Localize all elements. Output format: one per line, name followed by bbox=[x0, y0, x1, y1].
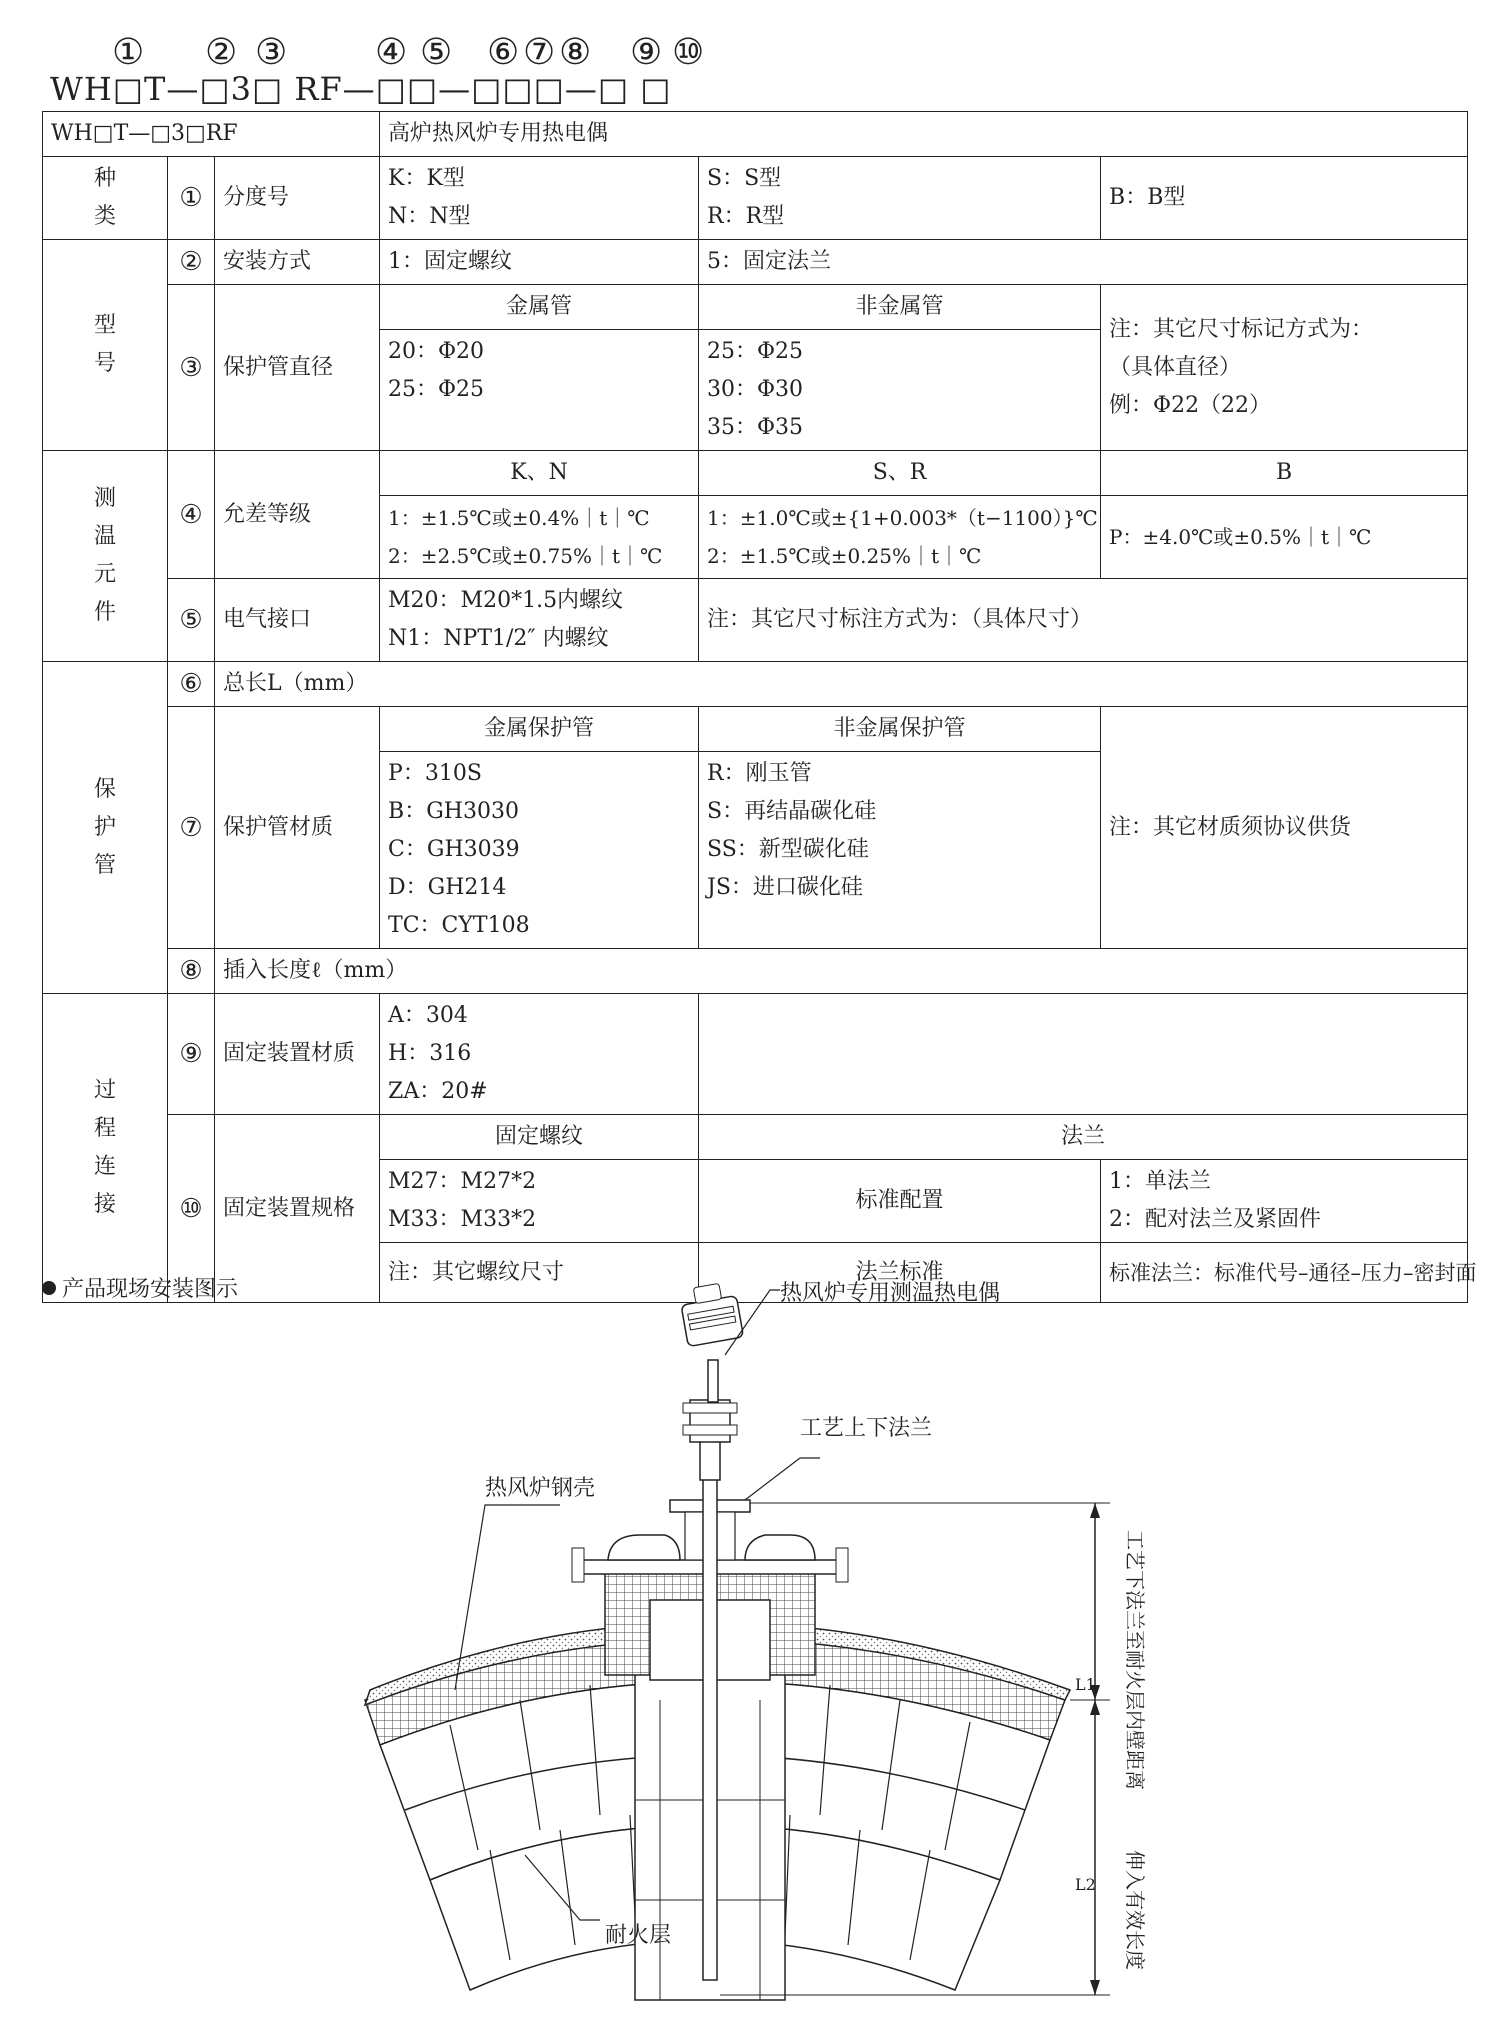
cell-line: TC：CYT108 bbox=[388, 913, 530, 938]
cell-line: D：GH214 bbox=[388, 875, 507, 900]
cell bbox=[1101, 1160, 1468, 1243]
cell-line: 20：Φ20 bbox=[388, 339, 485, 364]
cell-line: 例：Φ22（22） bbox=[1109, 392, 1272, 418]
cat-tube: 保 护 管 bbox=[43, 662, 168, 994]
code-num-10: ⑩ bbox=[672, 32, 705, 73]
col-header: B bbox=[1101, 451, 1468, 496]
col-header: 金属管 bbox=[380, 285, 699, 330]
col-header: 非金属保护管 bbox=[699, 707, 1101, 752]
protection-tube bbox=[703, 1470, 717, 1980]
code-num-4: ④ bbox=[375, 32, 408, 73]
row-name: 固定装置规格 bbox=[215, 1115, 380, 1303]
cell-line: 1：单法兰 bbox=[1109, 1169, 1212, 1194]
label-thermocouple: 热风炉专用测温热电偶 bbox=[780, 1281, 1001, 1306]
row-num: ⑤ bbox=[168, 579, 215, 662]
cell-empty bbox=[699, 994, 1468, 1115]
row-name: 电气接口 bbox=[215, 579, 380, 662]
cell: 标准法兰：标准代号–通径–压力–密封面 bbox=[1101, 1243, 1468, 1303]
code-num-5: ⑤ bbox=[420, 32, 453, 73]
cell-line: N：N型 bbox=[388, 204, 471, 229]
cell-line: P：310S bbox=[388, 761, 482, 786]
installation-diagram bbox=[0, 1240, 1500, 2021]
cell bbox=[380, 496, 699, 579]
row-num: ⑩ bbox=[168, 1115, 215, 1303]
model-code: WH□T—□3□ RF—□□—□□□—□ □ bbox=[50, 70, 672, 108]
cell-line: M20：M20*1.5内螺纹 bbox=[388, 588, 624, 613]
label-refractory: 耐火层 bbox=[605, 1923, 672, 1948]
cat-process: 过 程 连 接 bbox=[43, 994, 168, 1303]
label-distance: 工艺下法兰至耐火层内壁距离 bbox=[1123, 1530, 1147, 1790]
note-cell bbox=[1101, 285, 1468, 451]
code-num-2: ② bbox=[205, 32, 238, 73]
cell-line: S：再结晶碳化硅 bbox=[707, 799, 877, 824]
code-num-8: ⑧ bbox=[559, 32, 592, 73]
cell bbox=[699, 157, 1101, 240]
cell: 注：其它尺寸标注方式为：（具体尺寸） bbox=[699, 579, 1468, 662]
cell-line: 25：Φ25 bbox=[388, 377, 485, 402]
cell-line: JS：进口碳化硅 bbox=[707, 875, 863, 900]
cell-line: B：GH3030 bbox=[388, 799, 519, 824]
section-title-text: 产品现场安装图示 bbox=[62, 1277, 239, 1302]
cat-sensor: 测 温 元 件 bbox=[43, 451, 168, 662]
cell-line: R：刚玉管 bbox=[707, 761, 812, 786]
cell: 5：固定法兰 bbox=[699, 240, 1468, 285]
col-header: 非金属管 bbox=[699, 285, 1101, 330]
row-num: ⑧ bbox=[168, 949, 215, 994]
junction-head bbox=[678, 1281, 743, 1347]
code-num-9: ⑨ bbox=[630, 32, 663, 73]
cell: B：B型 bbox=[1101, 157, 1468, 240]
label-l2: L2 bbox=[1075, 1875, 1096, 1894]
cell bbox=[380, 1160, 699, 1243]
note-cell: 注：其它材质须协议供货 bbox=[1101, 707, 1468, 949]
cell bbox=[699, 496, 1101, 579]
row-num: ③ bbox=[168, 285, 215, 451]
col-header: K、N bbox=[380, 451, 699, 496]
row-name: 保护管直径 bbox=[215, 285, 380, 451]
cell-line: 1：±1.5℃或±0.4%｜t｜℃ bbox=[388, 506, 650, 530]
label-steel-shell: 热风炉钢壳 bbox=[485, 1476, 596, 1501]
row-name: 保护管材质 bbox=[215, 707, 380, 949]
cell-line: 1：±1.0℃或±{1+0.003*（t−1100）}℃ bbox=[707, 506, 1098, 530]
cat-kind: 种 类 bbox=[43, 157, 168, 240]
row-num: ⑨ bbox=[168, 994, 215, 1115]
cell: P：±4.0℃或±0.5%｜t｜℃ bbox=[1101, 496, 1468, 579]
row-num: ① bbox=[168, 157, 215, 240]
cell: 法兰标准 bbox=[699, 1243, 1101, 1303]
row-name: 插入长度ℓ（mm） bbox=[215, 949, 1468, 994]
label-process-flange: 工艺上下法兰 bbox=[800, 1416, 933, 1441]
cell: 1：固定螺纹 bbox=[380, 240, 699, 285]
table-title-code: WH□T—□3□RF bbox=[43, 112, 380, 157]
spec-table bbox=[42, 111, 1477, 1303]
cell-line: N1：NPT1/2″ 内螺纹 bbox=[388, 626, 609, 651]
cell bbox=[380, 994, 699, 1115]
label-effective-length: 伸入有效长度 bbox=[1123, 1850, 1147, 1970]
row-name: 总长L（mm） bbox=[215, 662, 1468, 707]
row-name: 允差等级 bbox=[215, 451, 380, 579]
cell-line: ZA：20# bbox=[388, 1079, 488, 1104]
cell-line: A：304 bbox=[388, 1003, 468, 1028]
row-name: 分度号 bbox=[215, 157, 380, 240]
col-header: 固定螺纹 bbox=[380, 1115, 699, 1160]
row-name: 安装方式 bbox=[215, 240, 380, 285]
cell-line: 2：±1.5℃或±0.25%｜t｜℃ bbox=[707, 544, 982, 568]
row-num: ② bbox=[168, 240, 215, 285]
cell bbox=[380, 752, 699, 949]
cell bbox=[699, 752, 1101, 949]
row-num: ④ bbox=[168, 451, 215, 579]
code-num-3: ③ bbox=[255, 32, 288, 73]
cell-line: 30：Φ30 bbox=[707, 377, 804, 402]
cell-line: H：316 bbox=[388, 1041, 472, 1066]
col-header: S、R bbox=[699, 451, 1101, 496]
cell-line: 2：配对法兰及紧固件 bbox=[1109, 1207, 1322, 1232]
cell-line: （具体直径） bbox=[1109, 354, 1242, 380]
cell-line: 注：其它尺寸标记方式为： bbox=[1109, 316, 1374, 342]
cell bbox=[380, 330, 699, 451]
cell-line: 25：Φ25 bbox=[707, 339, 804, 364]
cell-line: R：R型 bbox=[707, 204, 785, 229]
cell: 注：其它螺纹尺寸 bbox=[380, 1243, 699, 1303]
cell-line: M27：M27*2 bbox=[388, 1169, 537, 1194]
cell-line: M33：M33*2 bbox=[388, 1207, 537, 1232]
col-header: 金属保护管 bbox=[380, 707, 699, 752]
cell bbox=[380, 579, 699, 662]
col-header: 法兰 bbox=[699, 1115, 1468, 1160]
cell-line: C：GH3039 bbox=[388, 837, 520, 862]
row-num: ⑦ bbox=[168, 707, 215, 949]
cell-line: 35：Φ35 bbox=[707, 415, 804, 440]
cell: 标准配置 bbox=[699, 1160, 1101, 1243]
row-num: ⑥ bbox=[168, 662, 215, 707]
cell-line: SS：新型碳化硅 bbox=[707, 837, 869, 862]
code-num-7: ⑦ bbox=[523, 32, 556, 73]
cell bbox=[380, 157, 699, 240]
code-num-1: ① bbox=[112, 32, 145, 73]
label-l1: L1 bbox=[1075, 1675, 1096, 1694]
cell-line: 2：±2.5℃或±0.75%｜t｜℃ bbox=[388, 544, 663, 568]
table-title-desc: 高炉热风炉专用热电偶 bbox=[380, 112, 1468, 157]
code-num-6: ⑥ bbox=[487, 32, 520, 73]
cell-line: K：K型 bbox=[388, 166, 465, 191]
cat-model: 型 号 bbox=[43, 240, 168, 451]
cell-line: S：S型 bbox=[707, 166, 782, 191]
cell bbox=[699, 330, 1101, 451]
row-name: 固定装置材质 bbox=[215, 994, 380, 1115]
